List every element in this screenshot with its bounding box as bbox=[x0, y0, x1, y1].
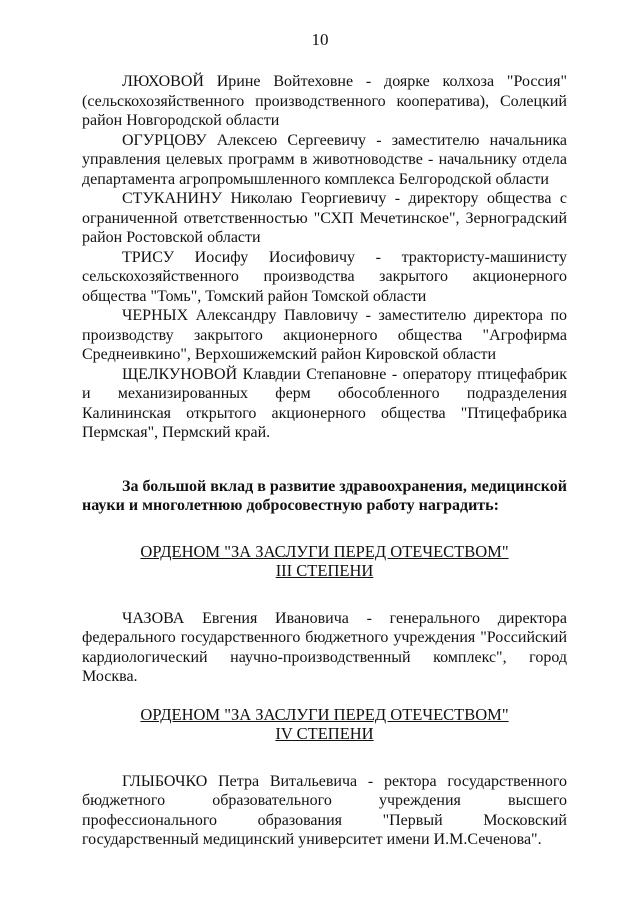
award-entry-tris: ТРИСУ Иосифу Иосифовичу - трактористу-машинисту сельскохозяйственного производства закрытого акционерного общества "Томь", Томский район Томской области bbox=[82, 248, 567, 305]
award-entry-shchelkunova: ЩЕЛКУНОВОЙ Клавдии Степановне - оператору птицефабрик и механизированных ферм обособленного подразделения Калининская открытого акционерного общества "Птицефабрика Пермская", Пермский край. bbox=[82, 365, 567, 441]
award-entry-ogurtsov: ОГУРЦОВУ Алексею Сергеевичу - заместителю начальника управления целевых программ в животноводстве - начальнику отдела департамента агропромышленного комплекса Белгородской области bbox=[82, 131, 567, 188]
award-entry-lyukhova: ЛЮХОВОЙ Ирине Войтеховне - доярке колхоза "Россия" (сельскохозяйственного производственного кооператива), Солецкий район Новгородской области bbox=[82, 73, 567, 129]
award-entry-chernykh: ЧЕРНЫХ Александру Павловичу - заместителю директора по производству закрытого акционерного общества "Агрофирма Среднеивкино", Верхошижемский район Кировской области bbox=[82, 307, 567, 363]
document-body bbox=[82, 72, 567, 850]
order-title-4th-degree bbox=[82, 705, 567, 744]
award-entry-stukanin: СТУКАНИНУ Николаю Георгиевичу - директору общества с ограниченной ответственностью "СХП Мечетинское", Зерноградский район Ростовской области bbox=[82, 190, 567, 246]
order-degree-line: III СТЕПЕНИ bbox=[275, 561, 374, 580]
page-number: 10 bbox=[311, 30, 329, 49]
order-title-line: ОРДЕНОМ "ЗА ЗАСЛУГИ ПЕРЕД ОТЕЧЕСТВОМ" bbox=[140, 541, 509, 561]
order-degree-line: IV СТЕПЕНИ bbox=[275, 724, 374, 743]
order-title-line: ОРДЕНОМ "ЗА ЗАСЛУГИ ПЕРЕД ОТЕЧЕСТВОМ" bbox=[140, 704, 509, 724]
order-title-3rd-degree bbox=[82, 542, 567, 581]
award-entry-chazov: ЧАЗОВА Евгения Ивановича - генерального директора федерального государственного бюджетного учреждения "Российский кардиологический научно-производственный комплекс", город Москва. bbox=[82, 609, 567, 685]
award-entry-glybochko: ГЛЫБОЧКО Петра Витальевича - ректора государственного бюджетного образовательного учреждения высшего профессионального образования "Первый Московский государственный медицинский университет имени И.М.Сеченова". bbox=[82, 772, 567, 848]
award-intro-healthcare: За большой вклад в развитие здравоохранения, медицинской науки и многолетнюю добросовестную работу наградить: bbox=[82, 477, 567, 514]
